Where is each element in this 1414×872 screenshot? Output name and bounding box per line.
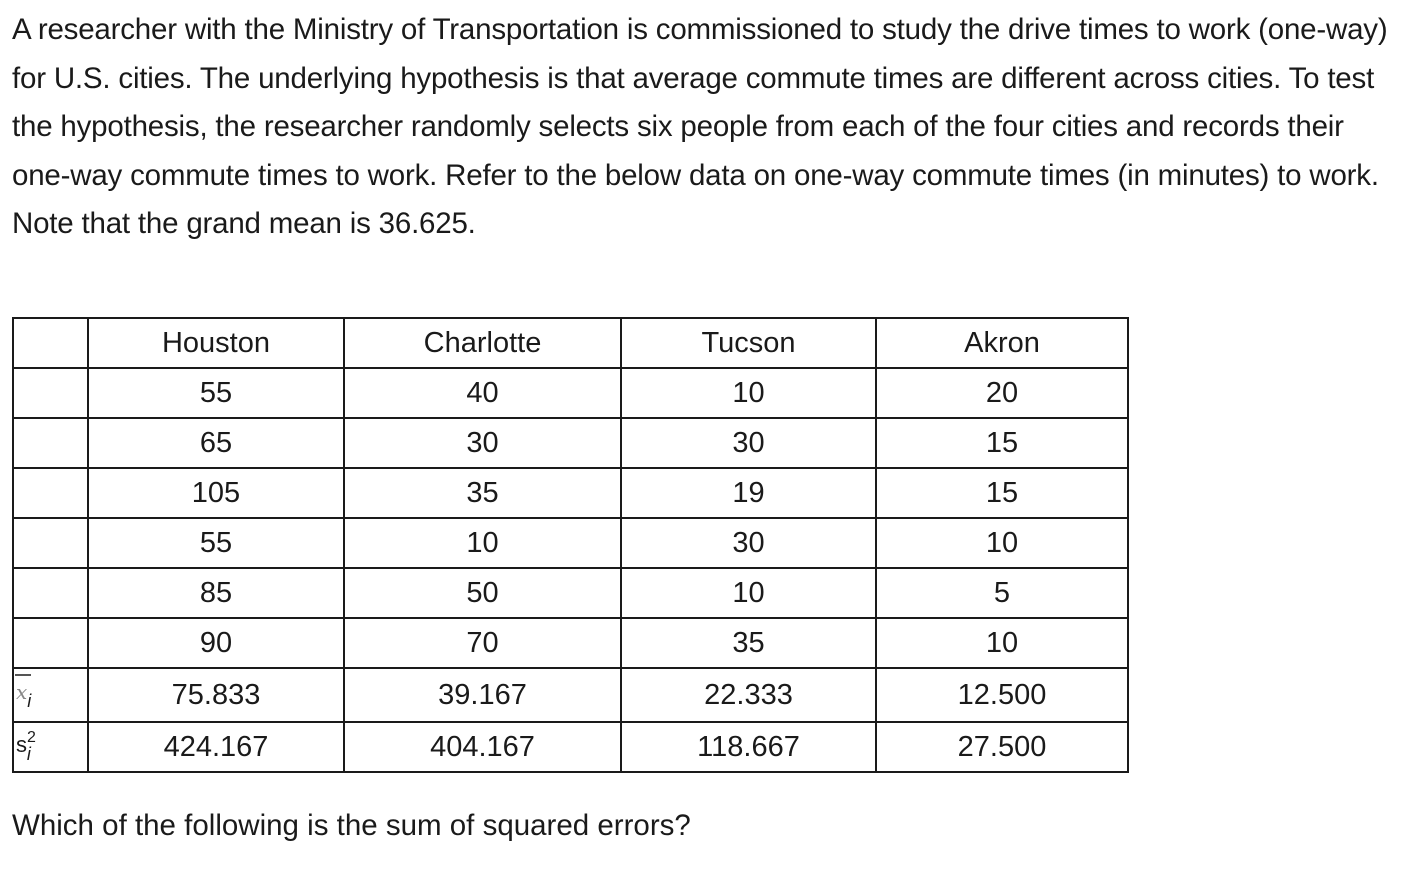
row-label-cell — [13, 468, 88, 518]
header-charlotte: Charlotte — [344, 318, 621, 368]
table-cell: 30 — [621, 418, 876, 468]
variance-symbol: s — [16, 732, 27, 757]
table-row — [13, 618, 1128, 668]
table-cell: 40 — [344, 368, 621, 418]
header-tucson: Tucson — [621, 318, 876, 368]
table-cell: 15 — [876, 468, 1128, 518]
row-label-cell — [13, 518, 88, 568]
table-row — [13, 518, 1128, 568]
table-cell: 70 — [344, 618, 621, 668]
table-cell: 35 — [621, 618, 876, 668]
variance-cell: 118.667 — [621, 722, 876, 772]
table-row — [13, 568, 1128, 618]
row-label-cell — [13, 418, 88, 468]
header-houston: Houston — [88, 318, 344, 368]
table-cell: 85 — [88, 568, 344, 618]
table-cell: 5 — [876, 568, 1128, 618]
table-cell: 10 — [621, 568, 876, 618]
mean-cell: 39.167 — [344, 668, 621, 722]
header-akron: Akron — [876, 318, 1128, 368]
xbar-symbol: x — [16, 679, 28, 704]
variance-cell: 27.500 — [876, 722, 1128, 772]
table-cell: 30 — [621, 518, 876, 568]
table-cell: 35 — [344, 468, 621, 518]
variance-cell: 424.167 — [88, 722, 344, 772]
mean-cell: 12.500 — [876, 668, 1128, 722]
problem-statement: A researcher with the Ministry of Transportation is commissioned to study the drive times to work (one-way) for U.S. cities. The underlying hypothesis is that average commute times are different across cities. To test the hypothesis, the researcher randomly selects six people from each of the four cities and records their one-way commute times to work. Refer to the below data on one-way commute times (in minutes) to work. Note that the grand mean is 36.625. — [12, 13, 1388, 240]
mean-row — [13, 668, 1128, 722]
table-cell: 19 — [621, 468, 876, 518]
table-row — [13, 368, 1128, 418]
table-cell: 20 — [876, 368, 1128, 418]
table-cell: 10 — [876, 518, 1128, 568]
table-cell: 65 — [88, 418, 344, 468]
table-cell: 10 — [344, 518, 621, 568]
table-cell: 55 — [88, 518, 344, 568]
table-cell: 15 — [876, 418, 1128, 468]
table-cell: 10 — [621, 368, 876, 418]
question-text: Which of the following is the sum of squared errors? — [12, 809, 691, 842]
variance-row-label — [13, 722, 88, 772]
table-cell: 55 — [88, 368, 344, 418]
variance-subscript: i — [26, 744, 31, 764]
corner-cell — [13, 318, 88, 368]
table-row — [13, 468, 1128, 518]
row-label-cell — [13, 368, 88, 418]
mean-subscript: i — [27, 690, 32, 711]
table-cell: 50 — [344, 568, 621, 618]
mean-cell: 75.833 — [88, 668, 344, 722]
commute-times-table — [12, 317, 1129, 773]
table-cell: 105 — [88, 468, 344, 518]
row-label-cell — [13, 618, 88, 668]
mean-cell: 22.333 — [621, 668, 876, 722]
row-label-cell — [13, 568, 88, 618]
table-header-row — [13, 318, 1128, 368]
table-cell: 90 — [88, 618, 344, 668]
variance-superscript: 2 — [27, 729, 36, 746]
table-row — [13, 418, 1128, 468]
variance-cell: 404.167 — [344, 722, 621, 772]
table-cell: 10 — [876, 618, 1128, 668]
mean-row-label — [13, 668, 88, 722]
table-cell: 30 — [344, 418, 621, 468]
variance-row — [13, 722, 1128, 772]
